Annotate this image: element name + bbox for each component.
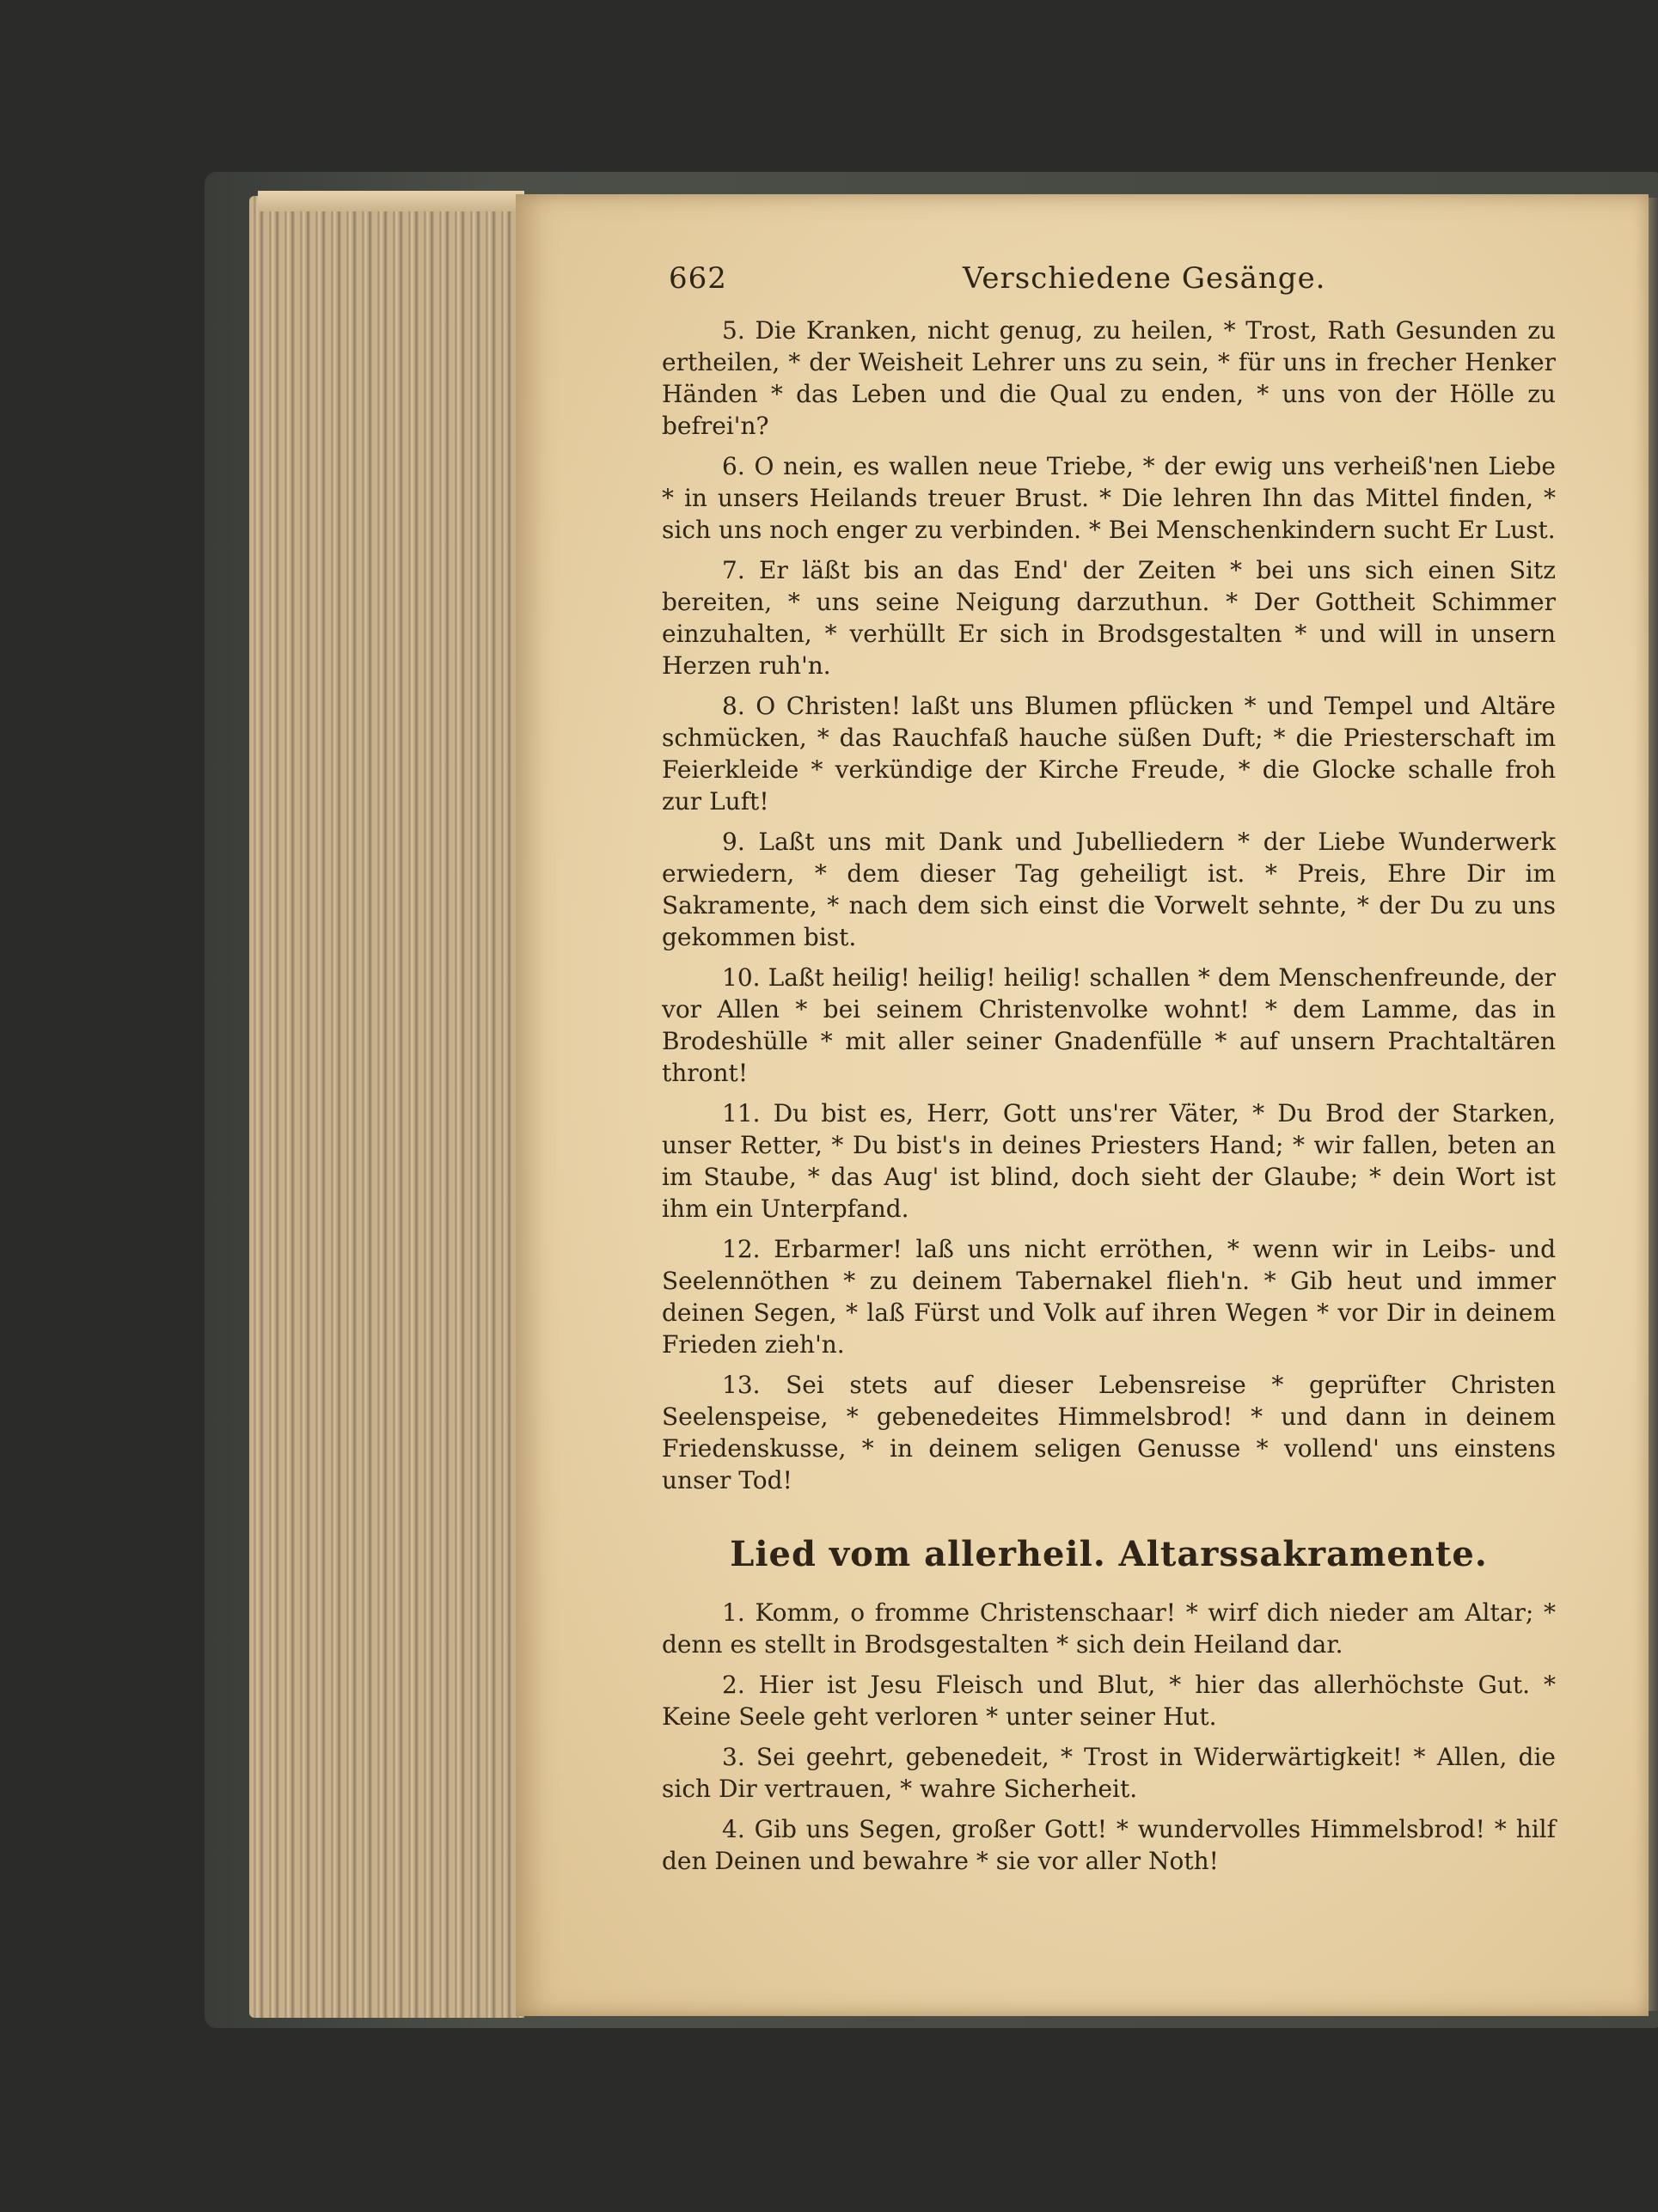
hymn-heading: Lied vom allerheil. Altarssakramente.	[730, 1534, 1488, 1574]
text-block	[662, 254, 1556, 1982]
verse-5: 5. Die Kranken, nicht genug, zu heilen, * Trost, Rath Gesunden zu ertheilen, * der Weisheit Lehrer uns zu sein, * für uns in frecher Henker Händen * das Leben und die Qual zu enden, * uns von der Hölle zu befrei'n?	[662, 316, 1556, 440]
verse-11: 11. Du bist es, Herr, Gott uns'rer Väter, * Du Brod der Starken, unser Retter, * Du bist's in deines Priesters Hand; * wir fallen, beten an im Staube, * das Aug' ist blind, doch sieht der Glaube; * dein Wort ist ihm ein Unterpfand.	[662, 1099, 1556, 1223]
verse-12: 12. Erbarmer! laß uns nicht erröthen, * wenn wir in Leibs- und Seelennöthen * zu deinem Tabernakel flieh'n. * Gib heut und immer deinen Segen, * laß Fürst und Volk auf ihren Wegen * vor Dir in deinem Frieden zieh'n.	[662, 1235, 1556, 1359]
book-page	[516, 194, 1649, 2016]
running-head	[662, 254, 1556, 315]
page-number: 662	[669, 261, 727, 296]
page-edges	[249, 196, 524, 2018]
hymn-verse-1: 1. Komm, o fromme Christenschaar! * wirf dich nieder am Altar; * denn es stellt in Brodsgestalten * sich dein Heiland dar.	[662, 1598, 1556, 1659]
verse-8: 8. O Christen! laßt uns Blumen pflücken * und Tempel und Altäre schmücken, * das Rauchfaß hauche süßen Duft; * die Priesterschaft im Feierkleide * verkündige der Kirche Freude, * die Glocke schalle froh zur Luft!	[662, 692, 1556, 816]
page-edges-top	[258, 191, 524, 211]
running-title: Verschiedene Gesänge.	[963, 261, 1326, 296]
hymn-verse-2: 2. Hier ist Jesu Fleisch und Blut, * hier das allerhöchste Gut. * Keine Seele geht verloren * unter seiner Hut.	[662, 1671, 1556, 1731]
verse-10: 10. Laßt heilig! heilig! heilig! schallen * dem Menschenfreunde, der vor Allen * bei seinem Christenvolke wohnt! * dem Lamme, das in Brodeshülle * mit aller seiner Gnadenfülle * auf unsern Prachtaltären thront!	[662, 963, 1556, 1087]
hymn-verse-4: 4. Gib uns Segen, großer Gott! * wundervolles Himmelsbrod! * hilf den Deinen und bewahre * sie vor aller Noth!	[662, 1815, 1556, 1875]
verse-9: 9. Laßt uns mit Dank und Jubelliedern * der Liebe Wunderwerk erwiedern, * dem dieser Tag geheiligt ist. * Preis, Ehre Dir im Sakramente, * nach dem sich einst die Vorwelt sehnte, * der Du zu uns gekommen bist.	[662, 828, 1556, 951]
hymn-verse-3: 3. Sei geehrt, gebenedeit, * Trost in Widerwärtigkeit! * Allen, die sich Dir vertrauen, * wahre Sicherheit.	[662, 1743, 1556, 1803]
verse-7: 7. Er läßt bis an das End' der Zeiten * bei uns sich einen Sitz bereiten, * uns seine Neigung darzuthun. * Der Gottheit Schimmer einzuhalten, * verhüllt Er sich in Brodsgestalten * und will in unsern Herzen ruh'n.	[662, 556, 1556, 680]
verse-13: 13. Sei stets auf dieser Lebensreise * geprüfter Christen Seelenspeise, * gebenedeites Himmelsbrod! * und dann in deinem Friedenskusse, * in deinem seligen Genusse * vollend' uns einstens unser Tod!	[662, 1371, 1556, 1494]
verse-6: 6. O nein, es wallen neue Triebe, * der ewig uns verheiß'nen Liebe * in unsers Heilands treuer Brust. * Die lehren Ihn das Mittel finden, * sich uns noch enger zu verbinden. * Bei Menschenkindern sucht Er Lust.	[662, 452, 1556, 544]
